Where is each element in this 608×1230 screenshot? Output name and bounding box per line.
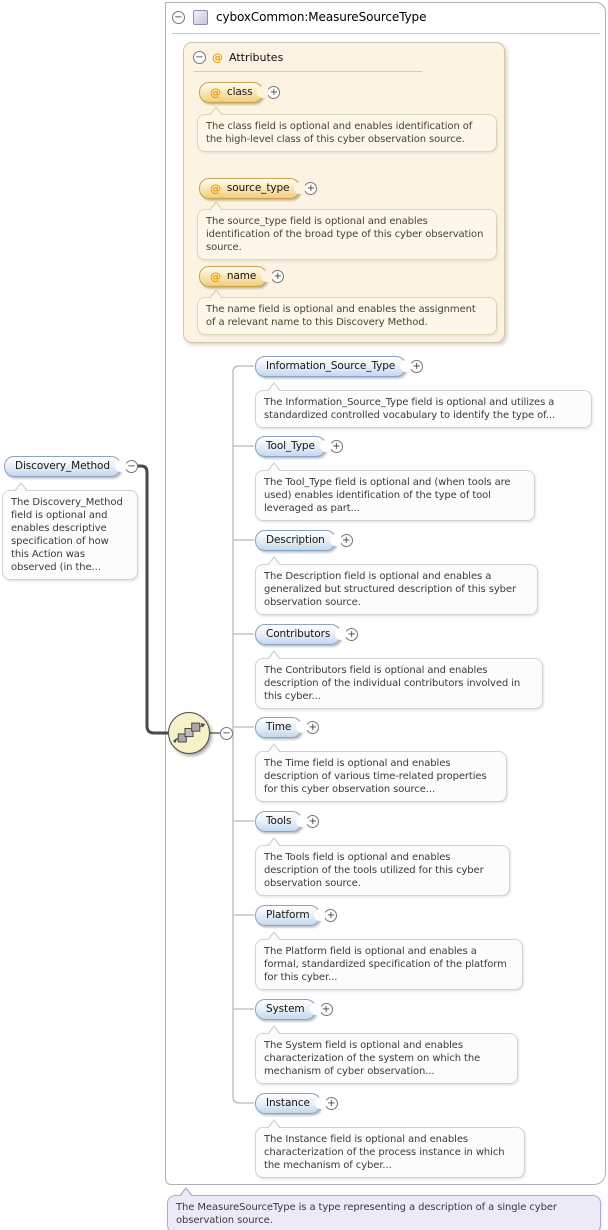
- attribute-row-name: [199, 265, 284, 287]
- complex-type-icon: [193, 10, 208, 25]
- expand-toggle-icon[interactable]: +: [271, 270, 284, 283]
- tag-notch: [310, 1003, 322, 1015]
- tag-notch: [257, 86, 269, 98]
- expand-toggle-icon[interactable]: +: [340, 534, 353, 547]
- element-row-information-source-type: [255, 355, 423, 377]
- tag-notch: [315, 1097, 327, 1109]
- element-row-system: [255, 998, 333, 1020]
- attribute-row-source-type: [199, 177, 317, 199]
- expand-toggle-icon[interactable]: +: [325, 1097, 338, 1110]
- element-name: Description: [266, 533, 325, 546]
- annotation-box: The Description field is optional and enables a generalized but structured description of this syber observation source.: [255, 564, 538, 615]
- tag-notch: [320, 440, 332, 452]
- attribute-at-icon: @: [210, 181, 221, 195]
- element-tag-tools[interactable]: [255, 811, 302, 832]
- element-name: System: [266, 1002, 305, 1015]
- tag-notch: [296, 815, 308, 827]
- annotation-box: The Discovery_Method field is optional and enables descriptive specification of how this Action was observed (in the...: [2, 490, 138, 580]
- annotation-box: The Instance field is optional and enables characterization of the process instance in which the mechanism of cyber...: [255, 1127, 525, 1178]
- element-row-platform: [255, 904, 337, 926]
- tag-notch: [115, 460, 127, 472]
- tag-notch: [330, 534, 342, 546]
- attribute-tag-class[interactable]: [199, 82, 263, 103]
- attribute-name: class: [226, 85, 253, 98]
- element-tag-tool-type[interactable]: [255, 436, 326, 457]
- element-name: Platform: [266, 908, 310, 921]
- element-tag-information-source-type[interactable]: [255, 356, 406, 377]
- expand-toggle-icon[interactable]: +: [306, 721, 319, 734]
- element-row-tools: [255, 810, 319, 832]
- element-name: Contributors: [266, 627, 331, 640]
- element-row-contributors: [255, 623, 358, 645]
- annotation-box: The System field is optional and enables characterization of the system on which the mechanism of cyber observation...: [255, 1033, 518, 1084]
- attributes-label: Attributes: [229, 50, 284, 64]
- header-divider: [172, 33, 600, 34]
- collapse-toggle-icon[interactable]: −: [125, 460, 138, 473]
- annotation-box: The Tool_Type field is optional and (when tools are used) enables identification of the type of tool leveraged as part...: [255, 470, 535, 521]
- sequence-icon[interactable]: [168, 712, 210, 754]
- attribute-name: name: [226, 269, 257, 282]
- expand-toggle-icon[interactable]: +: [304, 182, 317, 195]
- element-name: Information_Source_Type: [266, 359, 396, 372]
- type-header: [172, 8, 426, 26]
- expand-toggle-icon[interactable]: +: [330, 440, 343, 453]
- tag-notch: [335, 628, 347, 640]
- attribute-tag-name[interactable]: [199, 266, 267, 287]
- tag-notch: [296, 721, 308, 733]
- attribute-at-icon: @: [212, 50, 223, 64]
- tag-notch: [400, 360, 412, 372]
- tag-notch: [261, 270, 273, 282]
- expand-toggle-icon[interactable]: +: [320, 1003, 333, 1016]
- element-name: Discovery_Method: [15, 459, 110, 472]
- element-name: Tools: [266, 814, 292, 827]
- element-row-description: [255, 529, 353, 551]
- collapse-toggle-icon[interactable]: −: [193, 51, 206, 64]
- attribute-row-class: [199, 81, 280, 103]
- sequence-glyph: [171, 715, 207, 751]
- element-tag-contributors[interactable]: [255, 624, 341, 645]
- expand-toggle-icon[interactable]: +: [267, 86, 280, 99]
- element-row-discovery-method: [4, 455, 138, 477]
- element-row-tool-type: [255, 435, 343, 457]
- annotation-box: The name field is optional and enables the assignment of a relevant name to this Discovery Method.: [197, 297, 497, 335]
- expand-toggle-icon[interactable]: +: [345, 628, 358, 641]
- element-row-instance: [255, 1092, 338, 1114]
- annotation-box: The Information_Source_Type field is optional and utilizes a standardized controlled vocabulary to identify the type of...: [255, 390, 592, 428]
- attribute-name: source_type: [226, 181, 290, 194]
- attributes-divider: [194, 71, 422, 72]
- annotation-box: The Tools field is optional and enables description of the tools utilized for this cyber observation source.: [255, 845, 510, 896]
- attribute-tag-source-type[interactable]: [199, 178, 300, 199]
- element-tag-discovery-method[interactable]: [4, 456, 121, 477]
- annotation-box: The Contributors field is optional and enables description of the individual contributors involved in this cyber...: [255, 658, 543, 709]
- element-tag-description[interactable]: [255, 530, 336, 551]
- element-name: Instance: [266, 1096, 310, 1109]
- tag-notch: [314, 909, 326, 921]
- attributes-panel: [183, 42, 505, 343]
- type-annotation-note: The MeasureSourceType is a type representing a description of a single cyber observation source.: [167, 1195, 601, 1230]
- element-tag-time[interactable]: [255, 717, 302, 738]
- tag-notch: [294, 182, 306, 194]
- element-tag-platform[interactable]: [255, 905, 320, 926]
- attributes-header: [193, 49, 283, 65]
- element-name: Tool_Type: [266, 439, 315, 452]
- element-tag-system[interactable]: [255, 999, 316, 1020]
- expand-toggle-icon[interactable]: +: [306, 815, 319, 828]
- annotation-box: The class field is optional and enables identification of the high-level class of this cyber observation source.: [197, 114, 497, 152]
- attribute-at-icon: @: [210, 85, 221, 99]
- annotation-box: The source_type field is optional and enables identification of the broad type of this cyber observation source.: [197, 209, 497, 260]
- collapse-toggle-icon[interactable]: −: [172, 11, 185, 24]
- expand-toggle-icon[interactable]: +: [410, 360, 423, 373]
- type-title: cyboxCommon:MeasureSourceType: [216, 10, 427, 24]
- element-name: Time: [266, 720, 292, 733]
- attribute-at-icon: @: [210, 269, 221, 283]
- annotation-box: The Platform field is optional and enables a formal, standardized specification of the platform for this cyber...: [255, 939, 523, 990]
- element-tag-instance[interactable]: [255, 1093, 321, 1114]
- element-row-time: [255, 716, 319, 738]
- collapse-toggle-icon[interactable]: −: [220, 727, 233, 740]
- annotation-box: The Time field is optional and enables description of various time-related properties for this cyber observation source...: [255, 751, 507, 802]
- expand-toggle-icon[interactable]: +: [324, 909, 337, 922]
